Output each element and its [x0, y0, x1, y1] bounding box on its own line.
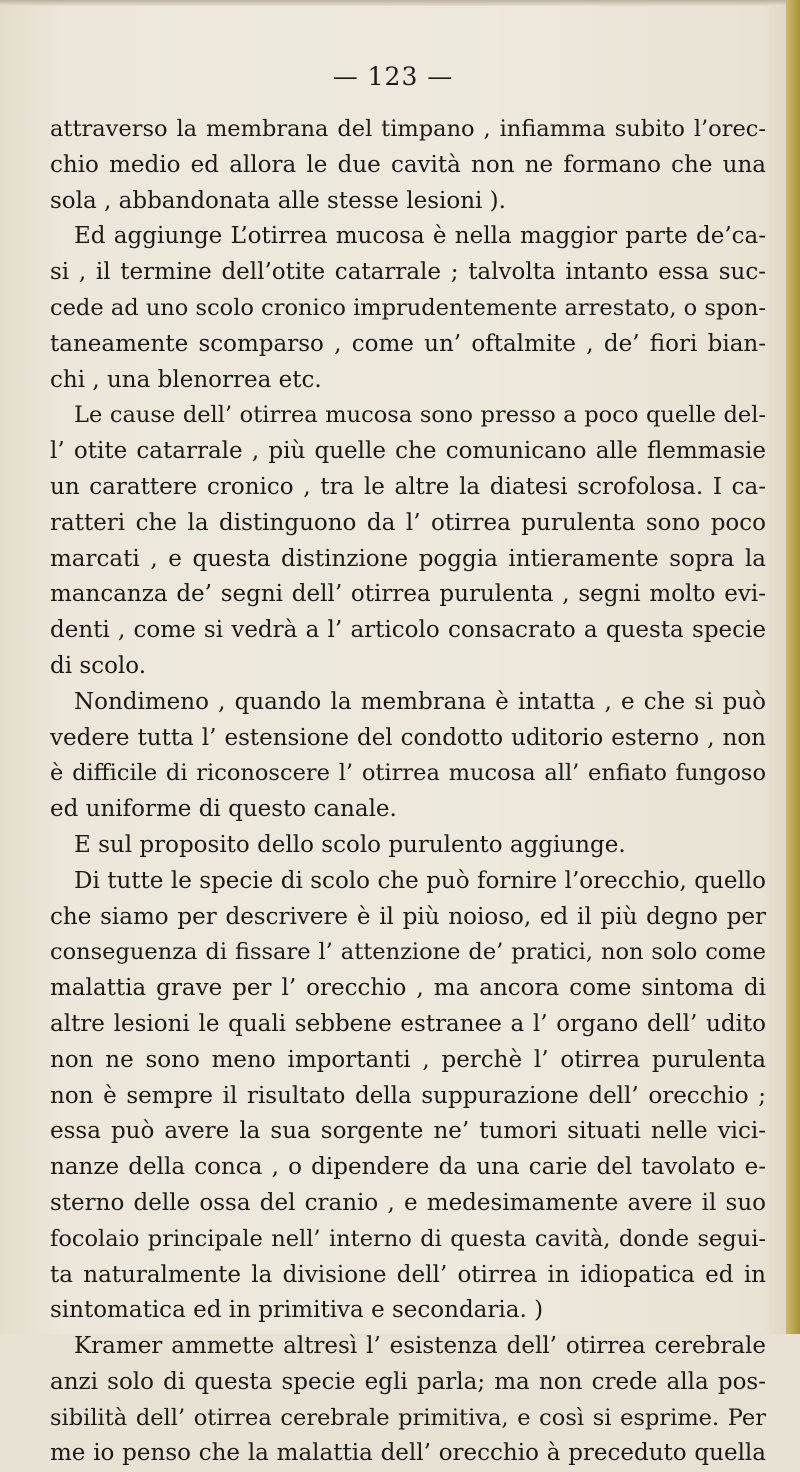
text-line: E sul proposito dello scolo purulento aggiunge.	[74, 831, 626, 858]
text-line: ta naturalmente la divisione dell’ otirrea in idiopatica ed in	[50, 1261, 766, 1288]
text-line: Nondimeno , quando la membrana è intatta , e che si può	[74, 688, 766, 715]
text-line: nanze della conca , o dipendere da una carie del tavolato e-	[50, 1154, 766, 1181]
text-line: Ed aggiunge L’otirrea mucosa è nella maggior parte de’ca-	[74, 223, 766, 250]
text-line: chio medio ed allora le due cavità non ne formano che una	[50, 151, 766, 178]
text-line: me io penso che la malattia dell’ orecchio à preceduto quella	[50, 1440, 766, 1467]
text-line: Le cause dell’ otirrea mucosa sono presso a poco quelle del-	[74, 402, 766, 429]
text-line: che siamo per descrivere è il più noioso, ed il più degno per	[50, 903, 766, 930]
text-line: sterno delle ossa del cranio , e medesimamente avere il suo	[50, 1189, 766, 1216]
text-line: focolaio principale nell’ interno di questa cavità, donde segui-	[50, 1225, 766, 1252]
text-line: non ne sono meno importanti , perchè l’ otirrea purulenta	[50, 1046, 766, 1073]
text-line: è difficile di riconoscere l’ otirrea mucosa all’ enfiato fungoso	[50, 760, 766, 787]
text-line: l’ otite catarrale , più quelle che comunicano alle flemmasie	[50, 438, 766, 465]
text-line: taneamente scomparso , come un’ oftalmite , de’ fiori bian-	[50, 330, 766, 357]
text-line: attraverso la membrana del timpano , infiamma subito l’orec-	[50, 116, 766, 142]
page-right-edge	[786, 0, 800, 1334]
text-line: denti , come si vedrà a l’ articolo consacrato a questa specie	[50, 617, 766, 644]
text-line: ratteri che la distinguono da l’ otirrea purulenta sono poco	[50, 509, 766, 536]
text-line: Kramer ammette altresì l’ esistenza dell’ otirrea cerebrale	[74, 1333, 766, 1360]
text-line: vedere tutta l’ estensione del condotto uditorio esterno , non	[50, 724, 766, 751]
text-line: sola , abbandonata alle stesse lesioni ).	[50, 187, 506, 214]
text-line: ed uniforme di questo canale.	[50, 796, 397, 823]
text-line: malattia grave per l’ orecchio , ma ancora come sintoma di	[50, 975, 766, 1002]
text-line: mancanza de’ segni dell’ otirrea purulenta , segni molto evi-	[50, 581, 766, 608]
text-line: cede ad uno scolo cronico imprudentemente arrestato, o spon-	[50, 294, 766, 321]
text-line: anzi solo di questa specie egli parla; ma non crede alla pos-	[50, 1368, 766, 1395]
text-line: altre lesioni le quali sebbene estranee a l’ organo dell’ udito	[50, 1010, 766, 1037]
body-text	[50, 112, 766, 1472]
text-line: un carattere cronico , tra le altre la diatesi scrofolosa. I ca-	[50, 473, 766, 500]
text-line: si , il termine dell’otite catarrale ; talvolta intanto essa suc-	[50, 259, 766, 286]
text-line: chi , una blenorrea etc.	[50, 366, 322, 393]
text-line: conseguenza di fissare l’ attenzione de’ pratici, non solo come	[50, 939, 766, 966]
text-line: di scolo.	[50, 652, 147, 679]
text-line: marcati , e questa distinzione poggia intieramente sopra la	[50, 545, 766, 572]
top-edge-shadow	[0, 0, 800, 6]
text-line: non è sempre il risultato della suppurazione dell’ orecchio ;	[50, 1082, 766, 1109]
text-line: sibilità dell’ otirrea cerebrale primitiva, e così si esprime. Per	[50, 1404, 766, 1431]
text-line: essa può avere la sua sorgente ne’ tumori situati nelle vici-	[50, 1118, 766, 1145]
page-number: — 123 —	[332, 62, 454, 91]
text-line: sintomatica ed in primitiva e secondaria. )	[50, 1297, 544, 1324]
text-line: Di tutte le specie di scolo che può fornire l’orecchio, quello	[74, 867, 766, 894]
